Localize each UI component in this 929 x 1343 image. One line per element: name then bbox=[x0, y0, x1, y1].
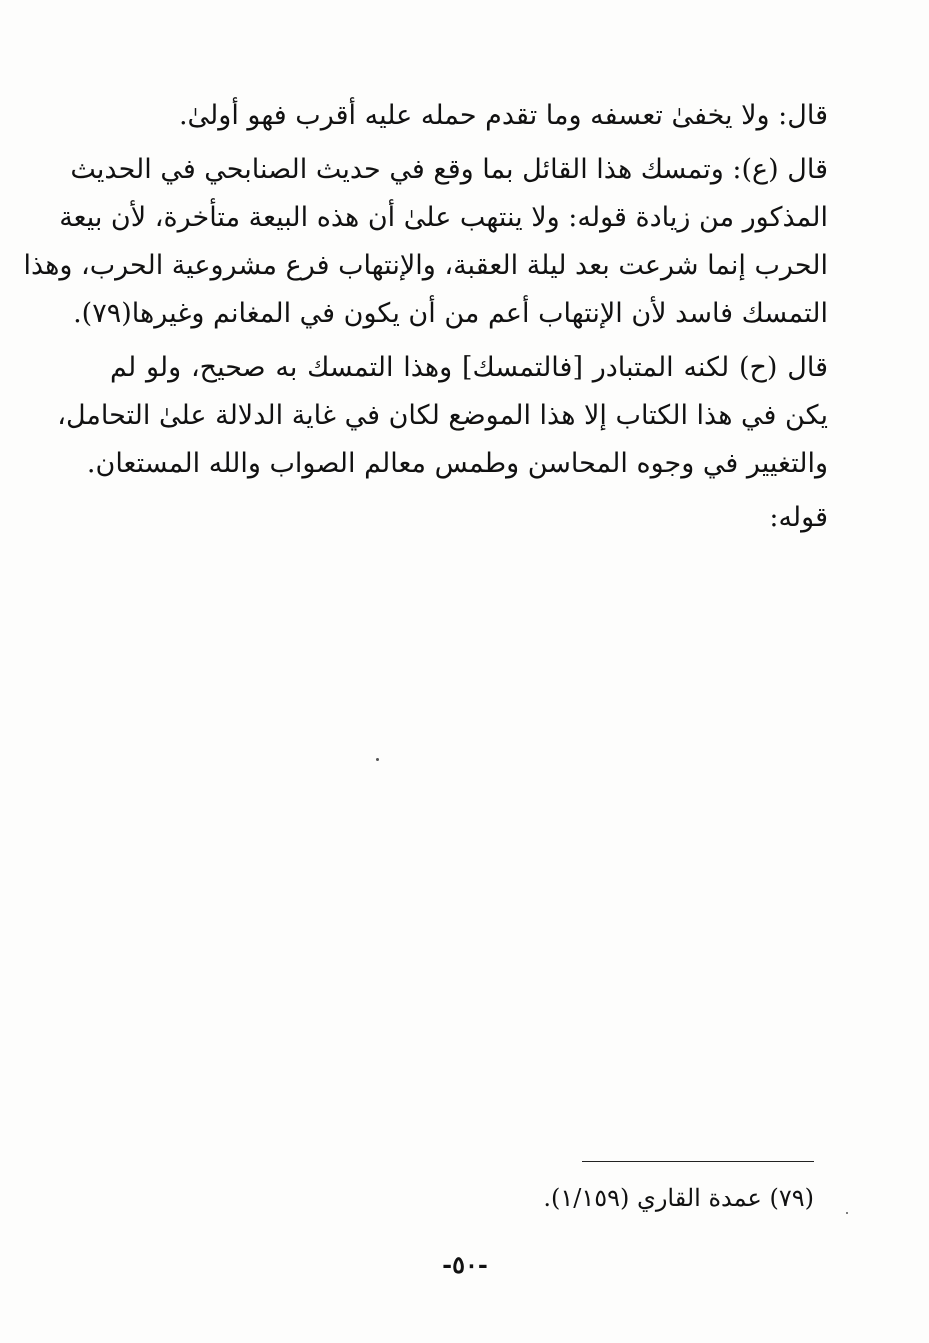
text-line: يكن في هذا الكتاب إلا هذا الموضع لكان في غاية الدلالة علىٰ التحامل، bbox=[57, 400, 828, 431]
scan-speck bbox=[846, 1212, 848, 1214]
paragraph-3 bbox=[57, 344, 828, 488]
main-text bbox=[23, 92, 828, 548]
text-line: التمسك فاسد لأن الإنتهاب أعم من أن يكون في المغانم وغيرها(٧٩). bbox=[73, 298, 828, 329]
text-line: الحرب إنما شرعت بعد ليلة العقبة، والإنتهاب فرع مشروعية الحرب، وهذا bbox=[23, 250, 828, 281]
paragraph-2 bbox=[23, 146, 828, 338]
text-line: المذكور من زيادة قوله: ولا ينتهب علىٰ أن هذه البيعة متأخرة، لأن بيعة bbox=[59, 202, 828, 233]
text-line: قال: ولا يخفىٰ تعسفه وما تقدم حمله عليه أقرب فهو أولىٰ. bbox=[178, 100, 828, 131]
footnote-divider bbox=[582, 1161, 814, 1162]
text-line: قال (ح) لكنه المتبادر [فالتمسك] وهذا التمسك به صحيح، ولو لم bbox=[110, 352, 828, 383]
footnote: (٧٩) عمدة القاري (١/١٥٩). bbox=[543, 1184, 814, 1212]
text-line: قال (ع): وتمسك هذا القائل بما وقع في حديث الصنابحي في الحديث bbox=[70, 154, 828, 185]
page-number: -٥٠- bbox=[442, 1250, 488, 1279]
paragraph-4 bbox=[110, 494, 828, 542]
text-line: قوله: bbox=[769, 502, 828, 533]
scan-speck bbox=[376, 758, 379, 761]
text-line: والتغيير في وجوه المحاسن وطمس معالم الصواب والله المستعان. bbox=[86, 448, 828, 479]
paragraph-1 bbox=[110, 92, 828, 140]
